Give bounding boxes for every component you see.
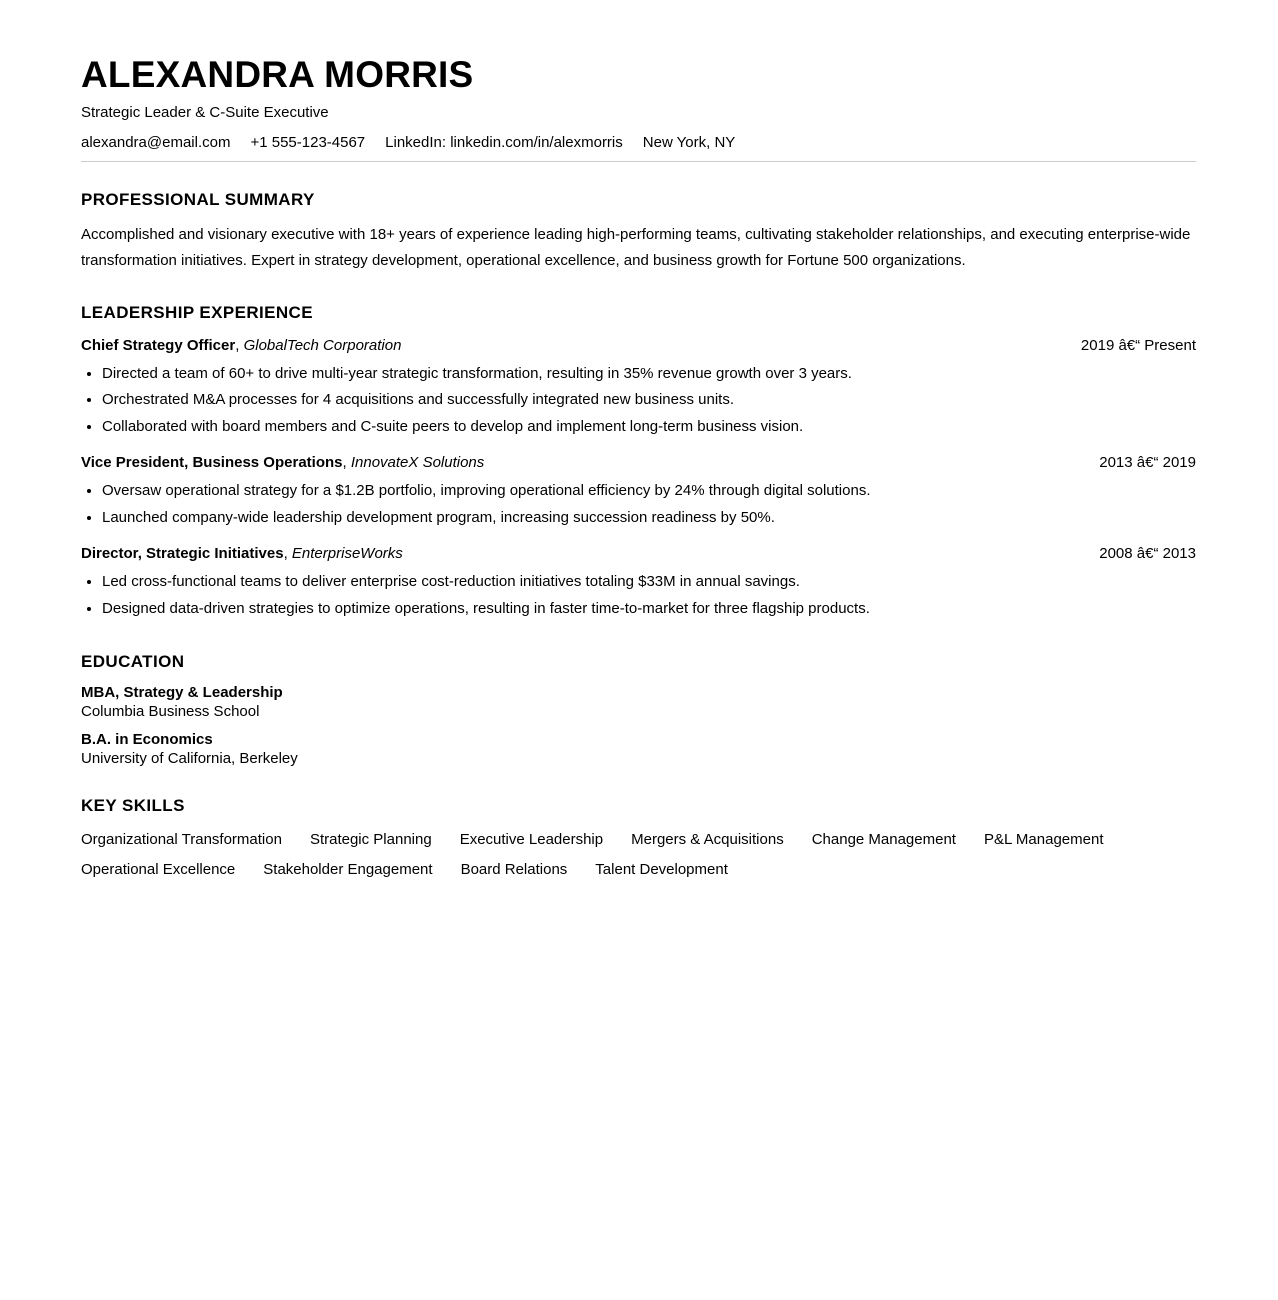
- job-title-line: [81, 542, 403, 566]
- company-name: InnovateX Solutions: [350, 454, 485, 472]
- job-entry: [81, 451, 1196, 531]
- bullet-item: • Oversaw operational strategy for a $1.2B portfolio, improving operational efficiency by 24% through digital solutions.: [102, 478, 1196, 505]
- contact-row: [81, 133, 1196, 153]
- skill-item: Operational Excellence: [81, 861, 236, 879]
- skill-item: Board Relations: [460, 861, 568, 879]
- job-bullets: [81, 478, 1196, 531]
- job-title: Vice President, Business Operations: [81, 454, 343, 472]
- experience-heading: LEADERSHIP EXPERIENCE: [81, 302, 313, 322]
- degree-name: MBA, Strategy & Leadership: [81, 684, 283, 702]
- skills-list: [81, 830, 1196, 879]
- date-range: 2019 â€“ Present: [1080, 336, 1196, 354]
- contact-phone: +1 555-123-4567: [250, 133, 366, 151]
- company-name: EnterpriseWorks: [291, 545, 403, 563]
- job-title-line: [81, 451, 484, 475]
- bullet-item: • Directed a team of 60+ to drive multi-year strategic transformation, resulting in 35% revenue growth over 3 years.: [102, 361, 1196, 388]
- contact-email: alexandra@email.com: [81, 133, 231, 151]
- section-summary: [81, 190, 1196, 275]
- section-skills: [81, 796, 1196, 879]
- skill-item: P&L Management: [983, 831, 1104, 849]
- bullet-item: • Collaborated with board members and C-suite peers to develop and implement long-term business vision.: [102, 414, 1196, 441]
- page-title: ALEXANDRA MORRIS: [81, 54, 474, 95]
- job-header: [81, 334, 1196, 358]
- skill-item: Executive Leadership: [459, 831, 604, 849]
- job-bullets: [81, 361, 1196, 441]
- skill-item: Talent Development: [595, 861, 728, 879]
- date-range: 2013 â€“ 2019: [1099, 454, 1196, 472]
- skill-item: Strategic Planning: [309, 831, 432, 849]
- bullet-item: • Launched company-wide leadership development program, increasing succession readiness by 50%.: [102, 505, 1196, 532]
- resume-header: [81, 55, 1196, 162]
- job-title-line: [81, 334, 401, 358]
- section-experience: [81, 303, 1196, 623]
- job-title: Chief Strategy Officer: [81, 336, 236, 354]
- skill-item: Stakeholder Engagement: [263, 861, 433, 879]
- company-name: GlobalTech Corporation: [243, 336, 402, 354]
- bullet-item: • Orchestrated M&A processes for 4 acquisitions and successfully integrated new business units.: [102, 387, 1196, 414]
- section-education: [81, 652, 1196, 768]
- summary-heading: PROFESSIONAL SUMMARY: [81, 189, 315, 209]
- job-entry: [81, 542, 1196, 622]
- contact-location: New York, NY: [642, 133, 736, 151]
- skill-item: Change Management: [811, 831, 956, 849]
- professional-title: Strategic Leader & C-Suite Executive: [81, 103, 329, 121]
- education-entry: [81, 730, 1196, 768]
- school-name: Columbia Business School: [81, 703, 260, 721]
- school-name: University of California, Berkeley: [81, 750, 298, 768]
- education-entry: [81, 683, 1196, 721]
- job-separator: ,: [283, 545, 292, 563]
- job-title: Director, Strategic Initiatives: [81, 545, 284, 563]
- education-heading: EDUCATION: [81, 652, 185, 672]
- contact-linkedin: LinkedIn: linkedin.com/in/alexmorris: [385, 133, 623, 151]
- job-header: [81, 542, 1196, 566]
- job-entry: [81, 334, 1196, 441]
- skill-item: Organizational Transformation: [81, 831, 282, 849]
- bullet-item: • Designed data-driven strategies to optimize operations, resulting in faster time-to-market for three flagship products.: [102, 596, 1196, 623]
- summary-text: Accomplished and visionary executive with 18+ years of experience leading high-performing teams, cultivating stakeholder relationships, and executing enterprise-wide transformation initiatives. Expert in strategy development, operational excellence, and business growth for Fortune 500 organizations.: [81, 225, 1191, 270]
- header-divider: [81, 161, 1196, 162]
- job-separator: ,: [235, 336, 244, 354]
- degree-name: B.A. in Economics: [81, 731, 213, 749]
- bullet-item: • Led cross-functional teams to deliver enterprise cost-reduction initiatives totaling $33M in annual savings.: [102, 569, 1196, 596]
- job-header: [81, 451, 1196, 475]
- job-bullets: [81, 569, 1196, 622]
- date-range: 2008 â€“ 2013: [1099, 545, 1196, 563]
- skill-item: Mergers & Acquisitions: [631, 831, 784, 849]
- job-separator: ,: [342, 454, 351, 472]
- skills-heading: KEY SKILLS: [81, 796, 185, 816]
